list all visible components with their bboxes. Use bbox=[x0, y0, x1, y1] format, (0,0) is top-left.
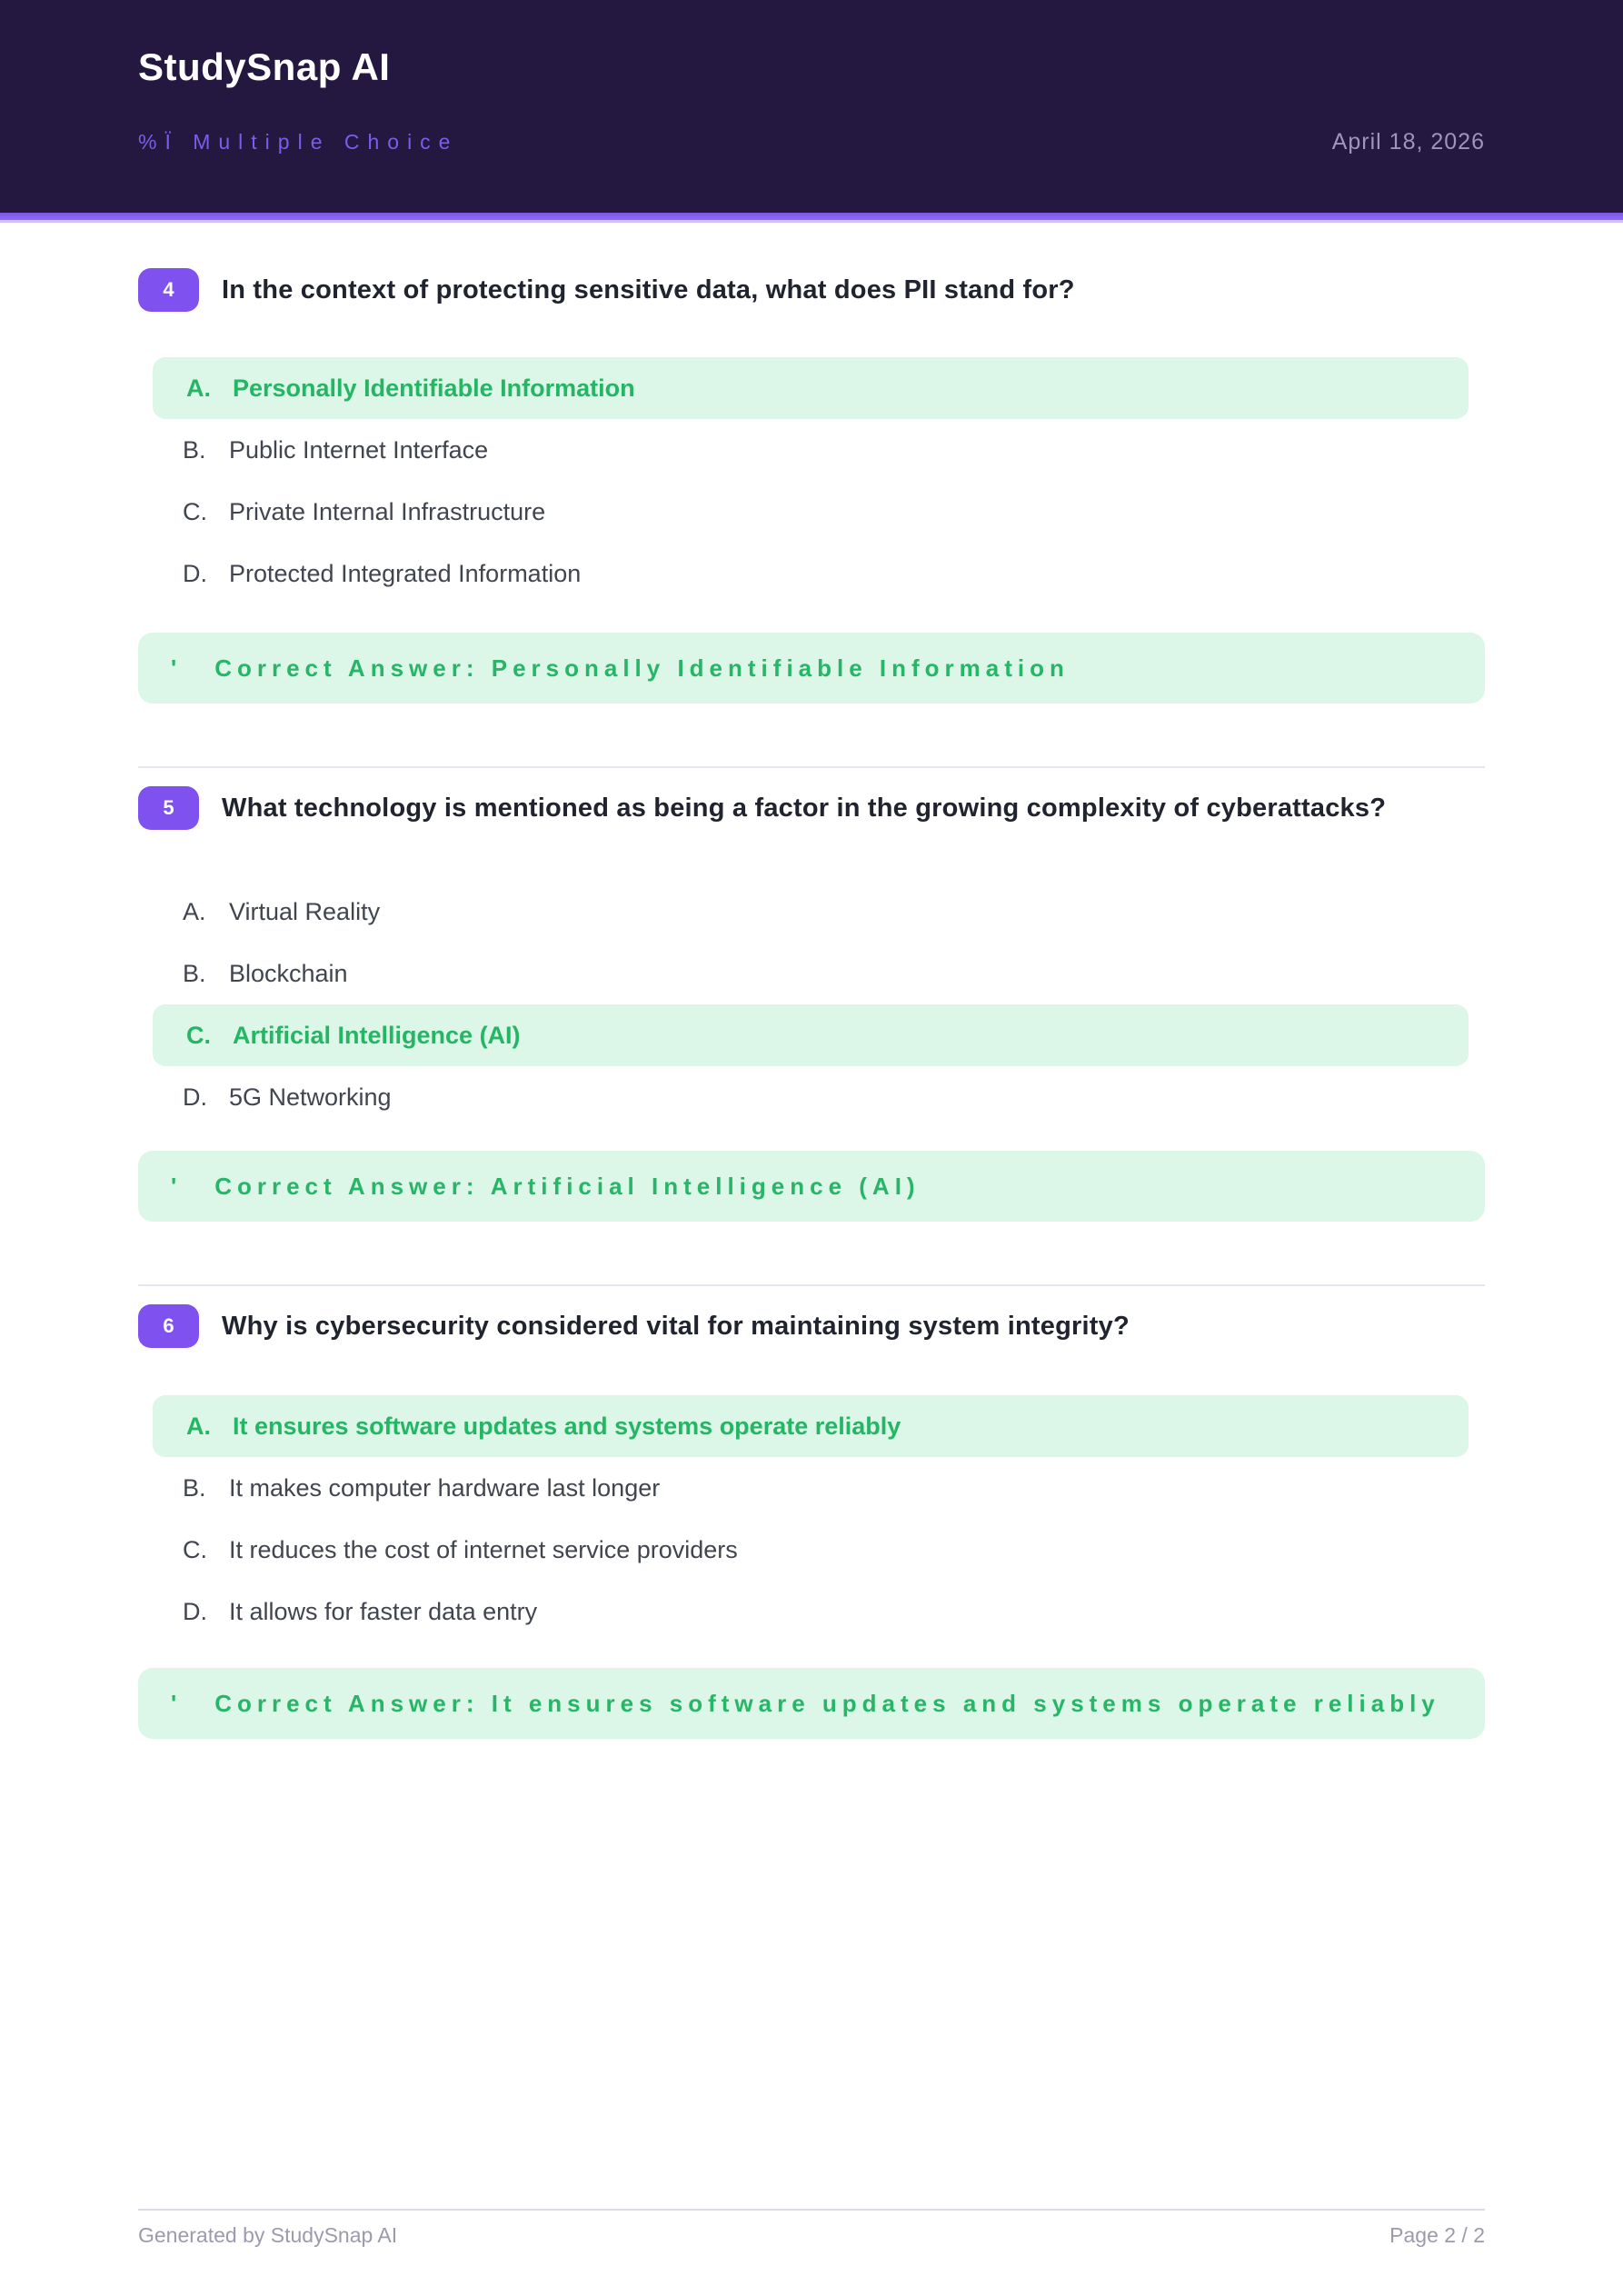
header-row bbox=[138, 129, 1485, 155]
question-block-4 bbox=[138, 268, 1485, 704]
question-row bbox=[138, 1304, 1485, 1348]
header-accent-bar bbox=[0, 213, 1623, 220]
option-letter: C. bbox=[183, 497, 207, 525]
question-row bbox=[138, 786, 1485, 830]
option-text: Blockchain bbox=[229, 959, 348, 987]
section-divider bbox=[138, 1284, 1485, 1286]
option-text: It ensures software updates and systems operate reliably bbox=[233, 1412, 901, 1440]
check-icon: ' bbox=[171, 1689, 177, 1717]
option-letter: A. bbox=[186, 374, 211, 402]
section-divider bbox=[138, 766, 1485, 768]
option-letter: D. bbox=[183, 559, 207, 587]
page-header bbox=[0, 0, 1623, 213]
correct-answer-banner bbox=[138, 1668, 1485, 1739]
option-text: It reduces the cost of internet service providers bbox=[229, 1535, 738, 1563]
option-text: Private Internal Infrastructure bbox=[229, 497, 546, 525]
option-letter: C. bbox=[186, 1021, 211, 1049]
option-c bbox=[138, 481, 1485, 543]
option-d bbox=[138, 543, 1485, 604]
quiz-type-text: Multiple Choice bbox=[193, 130, 459, 154]
option-text: Virtual Reality bbox=[229, 897, 381, 925]
question-text: Why is cybersecurity considered vital for maintaining system integrity? bbox=[222, 1311, 1130, 1341]
option-a bbox=[153, 357, 1469, 419]
quiz-content bbox=[0, 268, 1623, 1739]
correct-answer-banner bbox=[138, 633, 1485, 704]
option-text: Personally Identifiable Information bbox=[233, 374, 635, 402]
option-letter: D. bbox=[183, 1597, 207, 1625]
question-number-badge: 6 bbox=[138, 1304, 199, 1348]
correct-answer-text: Correct Answer: Personally Identifiable Information bbox=[214, 654, 1070, 682]
option-text: Artificial Intelligence (AI) bbox=[233, 1021, 521, 1049]
question-number-badge: 5 bbox=[138, 786, 199, 830]
options-list bbox=[138, 881, 1485, 1128]
header-accent-glow bbox=[0, 220, 1623, 223]
footer-generated-by: Generated by StudySnap AI bbox=[138, 2223, 398, 2247]
option-d bbox=[138, 1066, 1485, 1128]
footer-page-number: Page 2 / 2 bbox=[1389, 2223, 1485, 2247]
option-letter: A. bbox=[186, 1412, 211, 1440]
question-number-badge: 4 bbox=[138, 268, 199, 312]
option-text: Protected Integrated Information bbox=[229, 559, 582, 587]
question-block-6 bbox=[138, 1304, 1485, 1739]
check-icon: ' bbox=[171, 654, 177, 682]
option-text: Public Internet Interface bbox=[229, 435, 489, 464]
correct-answer-banner bbox=[138, 1151, 1485, 1222]
option-text: 5G Networking bbox=[229, 1083, 392, 1111]
option-c bbox=[153, 1004, 1469, 1066]
option-letter: A. bbox=[183, 897, 206, 925]
option-letter: B. bbox=[183, 959, 206, 987]
quiz-type-icon: %Ï bbox=[138, 130, 179, 154]
question-block-5 bbox=[138, 786, 1485, 1222]
option-c bbox=[138, 1519, 1485, 1581]
option-b bbox=[138, 419, 1485, 481]
page-footer bbox=[138, 2209, 1485, 2248]
check-icon: ' bbox=[171, 1172, 177, 1200]
app-title: StudySnap AI bbox=[138, 45, 391, 88]
question-text: What technology is mentioned as being a factor in the growing complexity of cyberattacks? bbox=[222, 793, 1387, 823]
options-list bbox=[138, 1395, 1485, 1642]
option-letter: B. bbox=[183, 1473, 206, 1502]
option-b bbox=[138, 943, 1485, 1004]
option-letter: B. bbox=[183, 435, 206, 464]
option-text: It allows for faster data entry bbox=[229, 1597, 538, 1625]
question-row bbox=[138, 268, 1485, 312]
question-text: In the context of protecting sensitive data, what does PII stand for? bbox=[222, 275, 1075, 304]
options-list bbox=[138, 357, 1485, 604]
option-a bbox=[153, 1395, 1469, 1457]
option-letter: C. bbox=[183, 1535, 207, 1563]
option-d bbox=[138, 1581, 1485, 1642]
correct-answer-text: Correct Answer: It ensures software updates and systems operate reliably bbox=[214, 1689, 1440, 1717]
quiz-date: April 18, 2026 bbox=[1331, 129, 1485, 155]
option-letter: D. bbox=[183, 1083, 207, 1111]
correct-answer-text: Correct Answer: Artificial Intelligence (AI) bbox=[214, 1172, 921, 1200]
option-b bbox=[138, 1457, 1485, 1519]
option-text: It makes computer hardware last longer bbox=[229, 1473, 661, 1502]
option-a bbox=[138, 881, 1485, 943]
quiz-type-label bbox=[138, 130, 458, 155]
